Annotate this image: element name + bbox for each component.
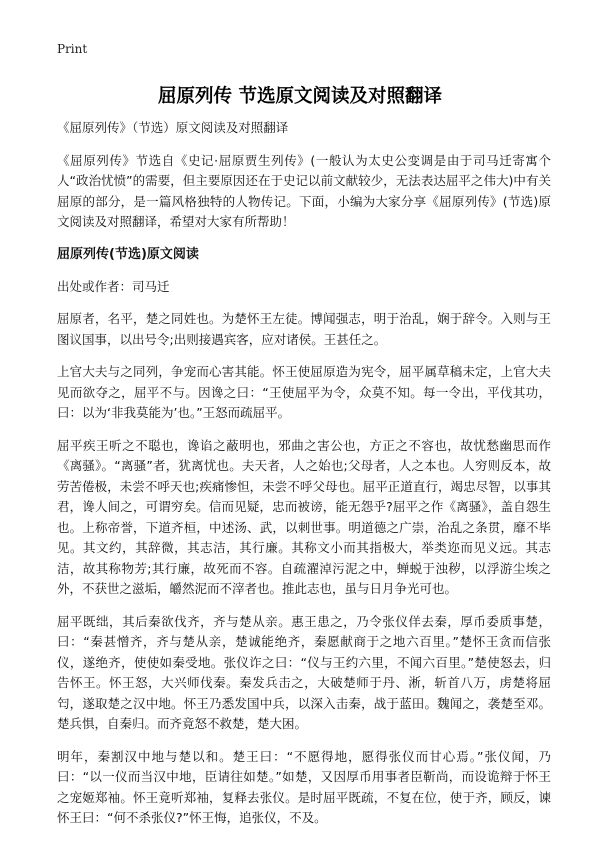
article-paragraph: 屈原者，名平，楚之同姓也。为楚怀王左徒。博闻强志，明于治乱，娴于辞令。入则与王图议国事，以出号令;出则接遇宾客，应对诸侯。王甚任之。	[57, 311, 551, 347]
source-line: 出处或作者：司马迁	[57, 278, 170, 294]
article-paragraph: 屈平疾王听之不聪也，谗谄之蔽明也，邪曲之害公也，方正之不容也，故忧愁幽思而作《离骚》。“离骚”者，犹离忧也。夫天者，人之始也;父母者，人之本也。人穷则反本，故劳苦倦极，未尝不呼天也;疾痛惨怛，未尝不呼父母也。屈平正道直行，竭忠尽智，以事其君，谗人间之，可谓穷矣。信而见疑，忠而被谤，能无怨乎?屈平之作《离骚》，盖自怨生也。上称帝誉，下道齐桓，中述汤、武，以刺世事。明道德之广崇，治乱之条贯，靡不毕见。其文约，其辞微，其志洁，其行廉。其称文小而其指极大，举类迩而见义远。其志洁，故其称物芳;其行廉，故死而不容。自疏濯淖污泥之中，蝉蜕于浊秽，以浮游尘埃之外，不获世之滋垢，皭然泥而不滓者也。推此志也，虽与日月争光可也。	[57, 437, 551, 596]
article-paragraph: 明年，秦割汉中地与楚以和。楚王曰：“不愿得地，愿得张仪而甘心焉。”张仪闻，乃曰：“以一仪而当汉中地，臣请往如楚。”如楚，又因厚币用事者臣靳尚，而设诡辩于怀王之宠姬郑袖。怀王竟听郑袖，复释去张仪。是时屈平既疏，不复在位，使于齐，顾反，谏怀王曰：“何不杀张仪?”怀王悔，追张仪，不及。	[57, 748, 551, 825]
print-link[interactable]: Print	[57, 42, 88, 56]
article-subtitle: 《屈原列传》（节选）原文阅读及对照翻译	[57, 120, 289, 135]
section-heading: 屈原列传(节选)原文阅读	[57, 246, 199, 262]
page-title: 屈原列传 节选原文阅读及对照翻译	[158, 86, 442, 107]
article-intro: 《屈原列传》节选自《史记·屈原贾生列传》(一般认为太史公变调是由于司马迁寄寓个人“政治忧愤”的需要，但主要原因还在于史记以前文献较少，无法表达屈平之伟大)中有关屈原的部分，是一篇风格独特的人物传记。下面，小编为大家分享《屈原列传》(节选)原文阅读及对照翻译，希望对大家有所帮助！	[57, 152, 551, 229]
article-paragraph: 屈平既绌，其后秦欲伐齐，齐与楚从亲。惠王患之，乃令张仪佯去秦，厚币委质事楚，曰：“秦甚憎齐，齐与楚从亲，楚诚能绝齐，秦愿献商于之地六百里。”楚怀王贪而信张仪，遂绝齐，使使如秦受地。张仪诈之曰：“仪与王约六里，不闻六百里。”楚使怒去，归告怀王。怀王怒，大兴师伐秦。秦发兵击之，大破楚师于丹、淅，斩首八万，虏楚将屈匄，遂取楚之汉中地。怀王乃悉发国中兵，以深入击秦，战于蓝田。魏闻之，袭楚至邓。楚兵惧，自秦归。而齐竟怒不救楚，楚大困。	[57, 613, 551, 731]
article-paragraph: 上官大夫与之同列，争宠而心害其能。怀王使屈原造为宪令，屈平属草稿未定，上官大夫见而欲夺之，屈平不与。因谗之曰：“王使屈平为令，众莫不知。每一令出，平伐其功，曰：以为‘非我莫能为’也。”王怒而疏屈平。	[57, 364, 551, 420]
article-body	[57, 118, 551, 841]
